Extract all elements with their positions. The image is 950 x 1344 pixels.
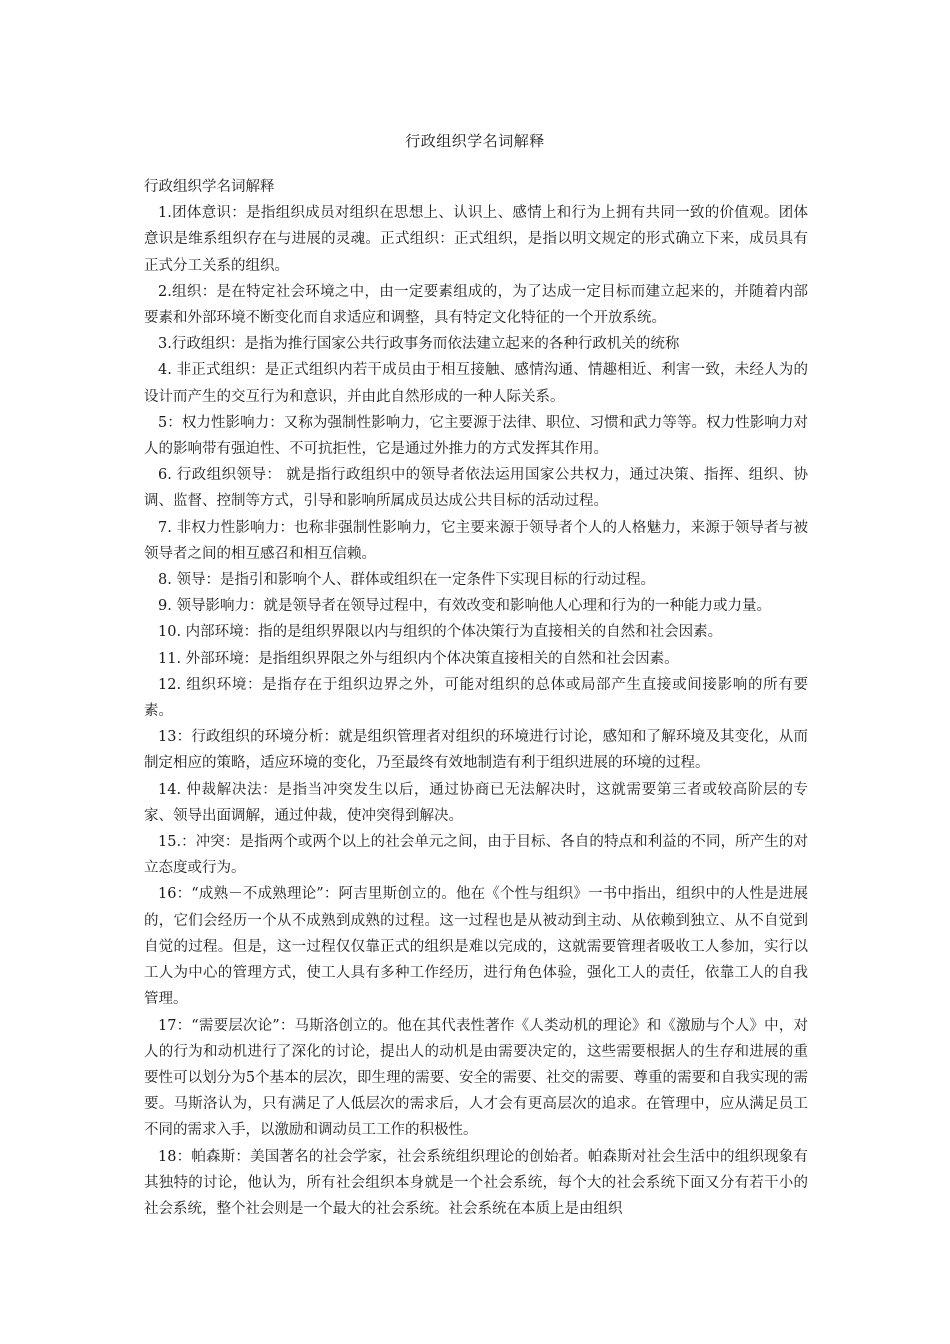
term-entry-16: 16：“成熟－不成熟理论”：阿吉里斯创立的。他在《个性与组织》一书中指出，组织中的人性是进展的，它们会经历一个从不成熟到成熟的过程。这一过程也是从被动到主动、从依赖到独立、从不自觉到自觉的过程。但是，这一过程仅仅靠正式的组织是难以完成的，这就需要管理者吸收工人参加，实行以工人为中心的管理方式，使工人具有多种工作经历，进行角色体验，强化工人的责任，依靠工人的自我管理。 xyxy=(144,886,808,1008)
term-entry-13: 13：行政组织的环境分析：就是组织管理者对组织的环境进行讨论，感知和了解环境及其变化，从而制定相应的策略，适应环境的变化，乃至最终有效地制造有利于组织进展的环境的过程。 xyxy=(144,729,808,772)
term-entry-14: 14. 仲裁解决法：是指当冲突发生以后，通过协商已无法解决时，这就需要第三者或较高阶层的专家、领导出面调解，通过仲裁，使冲突得到解决。 xyxy=(144,781,808,824)
term-entry-7: 7. 非权力性影响力：也称非强制性影响力，它主要来源于领导者个人的人格魅力，来源于领导者与被领导者之间的相互感召和相互信赖。 xyxy=(144,519,808,562)
term-entry-4: 4. 非正式组织：是正式组织内若干成员由于相互接触、感情沟通、情趣相近、利害一致，未经人为的设计而产生的交互行为和意识，并由此自然形成的一种人际关系。 xyxy=(144,362,808,405)
document-title: 行政组织学名词解释 xyxy=(405,132,545,150)
term-entry-5: 5：权力性影响力：又称为强制性影响力，它主要源于法律、职位、习惯和武力等等。权力性影响力对人的影响带有强迫性、不可抗拒性，它是通过外推力的方式发挥其作用。 xyxy=(144,414,808,458)
term-entry-8: 8. 领导：是指引和影响个人、群体或组织在一定条件下实现目标的行动过程。 xyxy=(158,572,655,589)
term-entry-1: 1.团体意识：是指组织成员对组织在思想上、认识上、感情上和行为上拥有共同一致的价值观。团体意识是维系组织存在与进展的灵魂。正式组织：正式组织，是指以明文规定的形式确立下来，成员具有正式分工关系的组织。 xyxy=(144,205,808,274)
term-entry-12: 12. 组织环境：是指存在于组织边界之外，可能对组织的总体或局部产生直接或间接影响的所有要素。 xyxy=(144,676,808,720)
document-body xyxy=(144,174,808,1222)
term-entry-17: 17：“需要层次论”：马斯洛创立的。他在其代表性著作《人类动机的理论》和《激励与个人》中，对人的行为和动机进行了深化的讨论，提出人的动机是由需要决定的，这些需要根据人的生存和进展的重要性可以划分为5个基本的层次，即生理的需要、安全的需要、社交的需要、尊重的需要和自我实现的需要。马斯洛认为，只有满足了人低层次的需求后，人才会有更高层次的追求。在管理中，应从满足员工不同的需求入手，以激励和调动员工工作的积极性。 xyxy=(144,1017,808,1139)
term-entry-6: 6. 行政组织领导： 就是指行政组织中的领导者依法运用国家公共权力，通过决策、指挥、组织、协调、监督、控制等方式，引导和影响所属成员达成公共目标的活动过程。 xyxy=(144,467,808,510)
term-entry-9: 9. 领导影响力：就是领导者在领导过程中，有效改变和影响他人心理和行为的一种能力或力量。 xyxy=(158,598,771,615)
term-entry-2: 2.组织：是在特定社会环境之中，由一定要素组成的，为了达成一定目标而建立起来的，并随着内部要素和外部环境不断变化而自求适应和调整，具有特定文化特征的一个开放系统。 xyxy=(144,283,808,327)
term-entry-3: 3.行政组织：是指为推行国家公共行政事务而依法建立起来的各种行政机关的统称 xyxy=(158,336,680,353)
term-entry-18: 18：帕森斯：美国著名的社会学家，社会系统组织理论的创始者。帕森斯对社会生活中的组织现象有其独特的讨论，他认为，所有社会组织本身就是一个社会系统，每个大的社会系统下面又分有若干小的社会系统，整个社会则是一个最大的社会系统。社会系统在本质上是由组织 xyxy=(144,1148,808,1217)
term-entry-10: 10. 内部环境：指的是组织界限以内与组织的个体决策行为直接相关的自然和社会因素。 xyxy=(158,624,723,641)
term-entry-15: 15.：冲突：是指两个或两个以上的社会单元之间，由于目标、各自的特点和利益的不同，所产生的对立态度或行为。 xyxy=(144,834,808,877)
term-entry-11: 11. 外部环境：是指组织界限之外与组织内个体决策直接相关的自然和社会因素。 xyxy=(158,650,679,667)
document-subtitle: 行政组织学名词解释 xyxy=(144,179,275,195)
